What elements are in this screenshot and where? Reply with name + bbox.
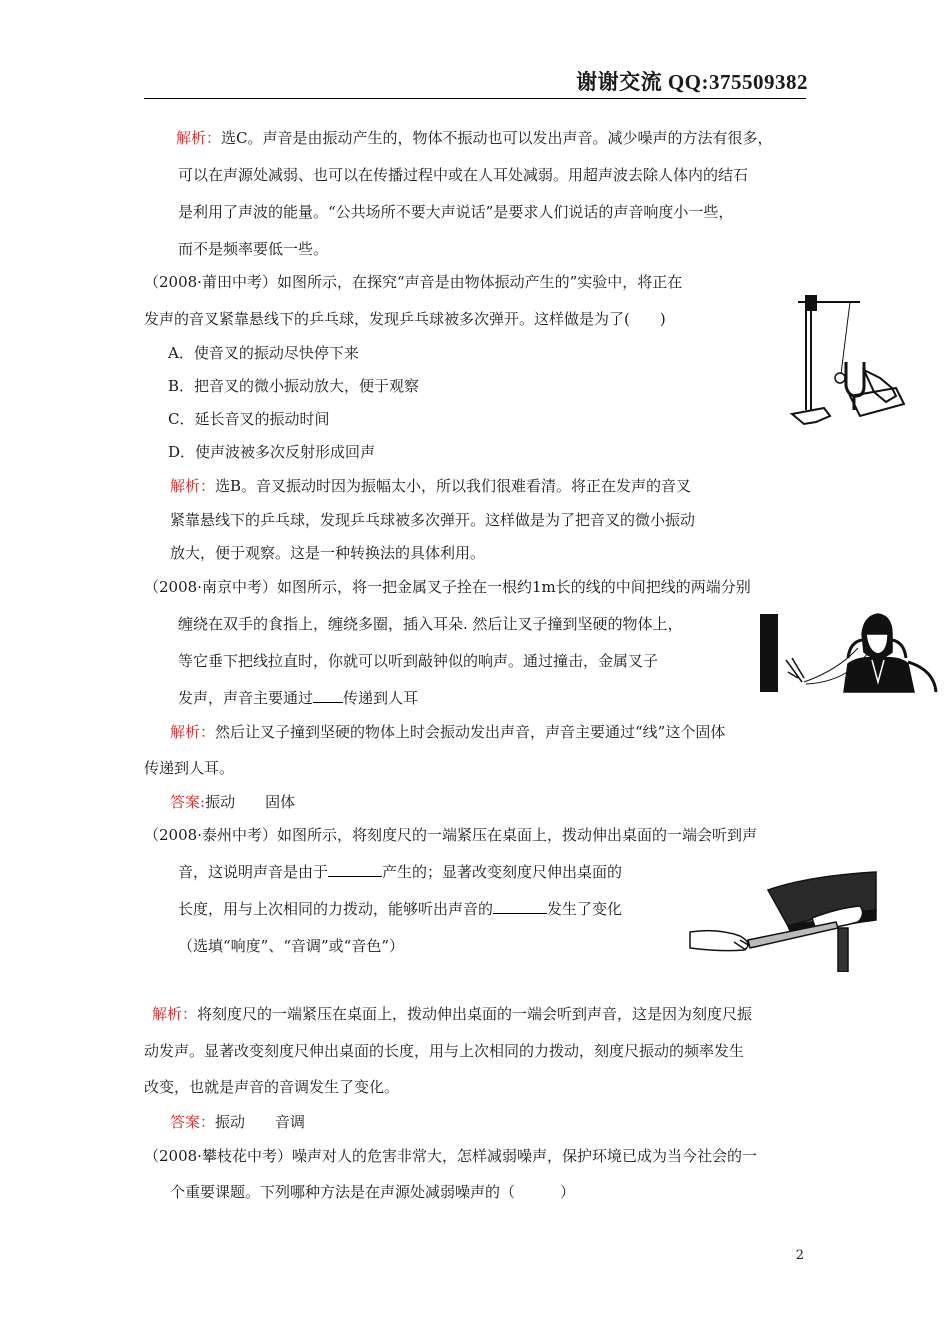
analysis-line xyxy=(176,128,773,148)
question-line: （2008·南京中考）如图所示，将一把金属叉子拴在一根约1m长的线的中间把线的两端分别 xyxy=(144,578,751,596)
question-line: （2008·攀枝花中考）噪声对人的危害非常大，怎样减弱噪声，保护环境已成为当今社会的一 xyxy=(144,1147,757,1165)
answer-line xyxy=(170,1112,305,1132)
option-b: B．把音叉的微小振动放大，便于观察 xyxy=(168,377,420,395)
tuning-fork-illustration xyxy=(784,292,908,432)
fill-blank xyxy=(313,688,343,703)
analysis-line: 改变，也就是声音的音调发生了变化。 xyxy=(144,1078,400,1096)
header-rule xyxy=(144,98,806,99)
option-c: C．延长音叉的振动时间 xyxy=(168,410,330,428)
fork-listener-illustration xyxy=(758,612,940,694)
answer-line xyxy=(170,792,295,812)
analysis-line xyxy=(170,476,691,496)
answer-text: 振动 音调 xyxy=(215,1113,306,1131)
analysis-label: 解析： xyxy=(170,723,216,741)
analysis-label: 解析： xyxy=(152,1005,198,1023)
question-line: （2008·泰州中考）如图所示，将刻度尺的一端紧压在桌面上，拨动伸出桌面的一端会听到声 xyxy=(144,826,757,844)
analysis-text: 选C。声音是由振动产生的，物体不振动也可以发出声音。减少噪声的方法有很多， xyxy=(221,129,773,147)
analysis-line: 可以在声源处减弱、也可以在传播过程中或在人耳处减弱。用超声波去除人体内的结石 xyxy=(178,166,749,184)
page-number: 2 xyxy=(795,1248,804,1263)
question-line: （选填“响度”、“音调”或“音色”） xyxy=(178,937,405,955)
question-line: 等它垂下把线拉直时，你就可以听到敲钟似的响声。通过撞击，金属叉子 xyxy=(178,652,659,670)
analysis-line: 动发声。显著改变刻度尺伸出桌面的长度，用与上次相同的力拨动，刻度尺振动的频率发生 xyxy=(144,1042,745,1060)
question-line: （2008·莆田中考）如图所示，在探究“声音是由物体振动产生的”实验中，将正在 xyxy=(144,273,683,291)
option-a: A．使音叉的振动尽快停下来 xyxy=(168,344,359,362)
analysis-line: 放大，便于观察。这是一种转换法的具体利用。 xyxy=(170,544,486,562)
analysis-line: 传递到人耳。 xyxy=(144,759,235,777)
question-line: 个重要课题。下列哪种方法是在声源处减弱噪声的（ ） xyxy=(170,1183,576,1201)
analysis-text: 然后让叉子撞到坚硬的物体上时会振动发出声音，声音主要通过“线”这个固体 xyxy=(215,723,726,741)
question-line: 发声的音叉紧靠悬线下的乒乓球，发现乒乓球被多次弹开。这样做是为了( ) xyxy=(144,310,666,328)
analysis-line xyxy=(170,722,725,742)
answer-text: 振动 固体 xyxy=(205,793,296,811)
analysis-label: 解析： xyxy=(176,129,222,147)
question-line: 长度，用与上次相同的力拨动，能够听出声音的 发生了变化 xyxy=(178,900,623,918)
question-line: 音，这说明声音是由于 产生的；显著改变刻度尺伸出桌面的 xyxy=(178,863,623,881)
fill-blank xyxy=(493,899,547,914)
analysis-line: 而不是频率要低一些。 xyxy=(178,240,329,258)
analysis-text: 将刻度尺的一端紧压在桌面上，拨动伸出桌面的一端会听到声音，这是因为刻度尺振 xyxy=(197,1005,753,1023)
analysis-label: 解析： xyxy=(170,477,216,495)
answer-label: 答案： xyxy=(170,1113,216,1131)
analysis-line: 是利用了声波的能量。“公共场所不要大声说话”是要求人们说话的声音响度小一些， xyxy=(178,203,734,221)
question-line: 缠绕在双手的食指上，缠绕多圈，插入耳朵. 然后让叉子撞到坚硬的物体上， xyxy=(178,615,683,633)
header-title: 谢谢交流 QQ:375509382 xyxy=(576,70,808,94)
analysis-line: 紧靠悬线下的乒乓球，发现乒乓球被多次弹开。这样做是为了把音叉的微小振动 xyxy=(170,511,696,529)
option-d: D．使声波被多次反射形成回声 xyxy=(168,443,376,461)
ruler-table-illustration xyxy=(688,870,878,972)
question-line: 发声，声音主要通过 传递到人耳 xyxy=(178,689,419,707)
analysis-text: 选B。音叉振动时因为振幅太小，所以我们很难看清。将正在发声的音叉 xyxy=(215,477,692,495)
analysis-line xyxy=(152,1004,752,1024)
fill-blank xyxy=(328,862,382,877)
answer-label: 答案: xyxy=(170,793,206,811)
